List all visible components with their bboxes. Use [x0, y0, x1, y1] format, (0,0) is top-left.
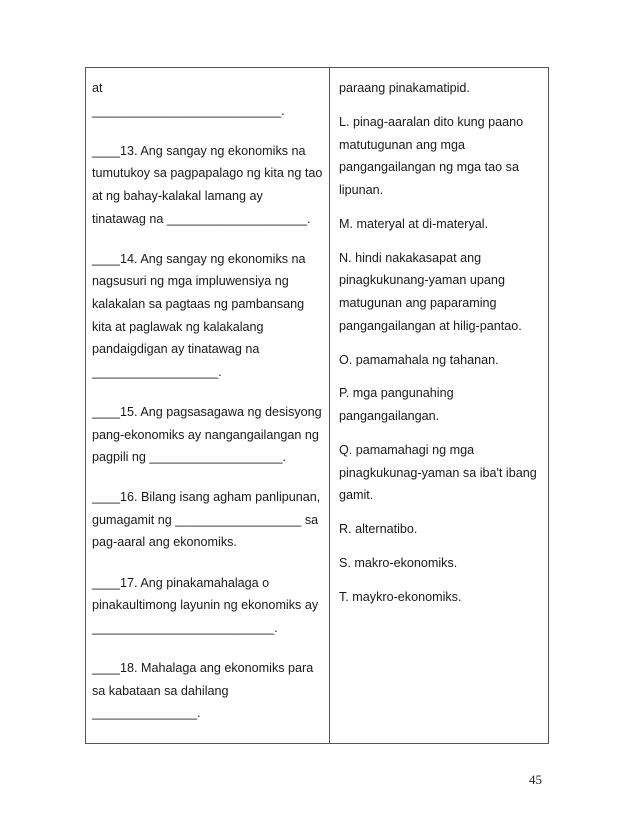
text-line: matugunan ang paparaming [339, 295, 497, 310]
text-line: sa kabataan sa dahilang [92, 683, 229, 698]
text-line: pagpili ng ___________________. [92, 450, 286, 465]
text-line: at [92, 81, 103, 95]
text-line: ____15. Ang pagsasagawa ng desisyong [92, 404, 322, 419]
text-line: pangangailangan ng mga tao sa [339, 160, 519, 175]
column-divider [329, 68, 330, 743]
text-line: pangangailangan. [339, 409, 440, 424]
answer-blank: _______________. [92, 706, 201, 721]
answer-blank: __________________________. [92, 620, 278, 635]
choices-column [339, 77, 544, 609]
text-line: ____18. Mahalaga ang ekonomiks para [92, 661, 314, 676]
text-line: pandaigdigan ay tinatawag na [92, 342, 260, 357]
text-line: ____16. Bilang isang agham panlipunan, [92, 490, 321, 505]
choice-s [339, 552, 544, 575]
text-line: pinakaultimong layunin ng ekonomiks ay [92, 598, 319, 613]
choice-o [339, 349, 544, 372]
choice-p [339, 382, 544, 427]
text-line: N. hindi nakakasapat ang [339, 250, 482, 265]
text-line: O. pamamahala ng tahanan. [339, 352, 499, 367]
text-line: at ng bahay-kalakal lamang ay [92, 188, 263, 203]
questions-column [92, 77, 326, 725]
text-line: tumutukoy sa pagpapalago ng kita ng tao [92, 166, 323, 181]
question-12-continuation [92, 77, 326, 122]
text-line: ____13. Ang sangay ng ekonomiks na [92, 143, 306, 158]
choice-r [339, 518, 544, 541]
text-line: paraang pinakamatipid. [339, 81, 470, 95]
choice-q [339, 439, 544, 507]
text-line: pinagkukunag-yaman sa iba't ibang [339, 465, 537, 480]
matching-table [85, 67, 549, 744]
choice-n [339, 247, 544, 337]
question-13 [92, 140, 326, 230]
question-18 [92, 657, 326, 725]
text-line: ____17. Ang pinakamahalaga o [92, 575, 270, 590]
text-line: ____14. Ang sangay ng ekonomiks na [92, 251, 306, 266]
answer-blank: __________________. [92, 364, 222, 379]
text-line: T. maykro-ekonomiks. [339, 590, 462, 605]
text-line: S. makro-ekonomiks. [339, 556, 458, 571]
choice-m [339, 213, 544, 236]
question-16 [92, 486, 326, 554]
text-line: pangangailangan at hilig-pantao. [339, 318, 522, 333]
text-line: kalakalan sa pagtaas ng pambansang [92, 296, 305, 311]
answer-blank: ___________________________. [92, 103, 285, 118]
text-line: tinatawag na ____________________. [92, 211, 311, 226]
text-line: M. materyal at di-materyal. [339, 216, 489, 231]
text-line: R. alternatibo. [339, 522, 418, 537]
text-line: nagsusuri ng mga impluwensiya ng [92, 274, 289, 289]
text-line: pinagkukunang-yaman upang [339, 273, 505, 288]
text-line: gamit. [339, 488, 374, 503]
question-17 [92, 572, 326, 640]
text-line: pang-ekonomiks ay nangangailangan ng [92, 427, 319, 442]
text-line: matutugunan ang mga [339, 137, 466, 152]
text-line: pag-aaral ang ekonomiks. [92, 535, 237, 550]
choice-k-continuation [339, 77, 544, 100]
text-line: lipunan. [339, 182, 384, 197]
choice-t [339, 586, 544, 609]
text-line: Q. pamamahagi ng mga [339, 443, 475, 458]
text-line: kita at paglawak ng kalakalang [92, 319, 264, 334]
choice-l [339, 111, 544, 201]
text-line: P. mga pangunahing [339, 386, 454, 401]
text-line: gumagamit ng __________________ sa [92, 512, 319, 527]
question-15 [92, 401, 326, 469]
text-line: L. pinag-aaralan dito kung paano [339, 114, 524, 129]
question-14 [92, 248, 326, 384]
page-number: 45 [529, 772, 542, 787]
